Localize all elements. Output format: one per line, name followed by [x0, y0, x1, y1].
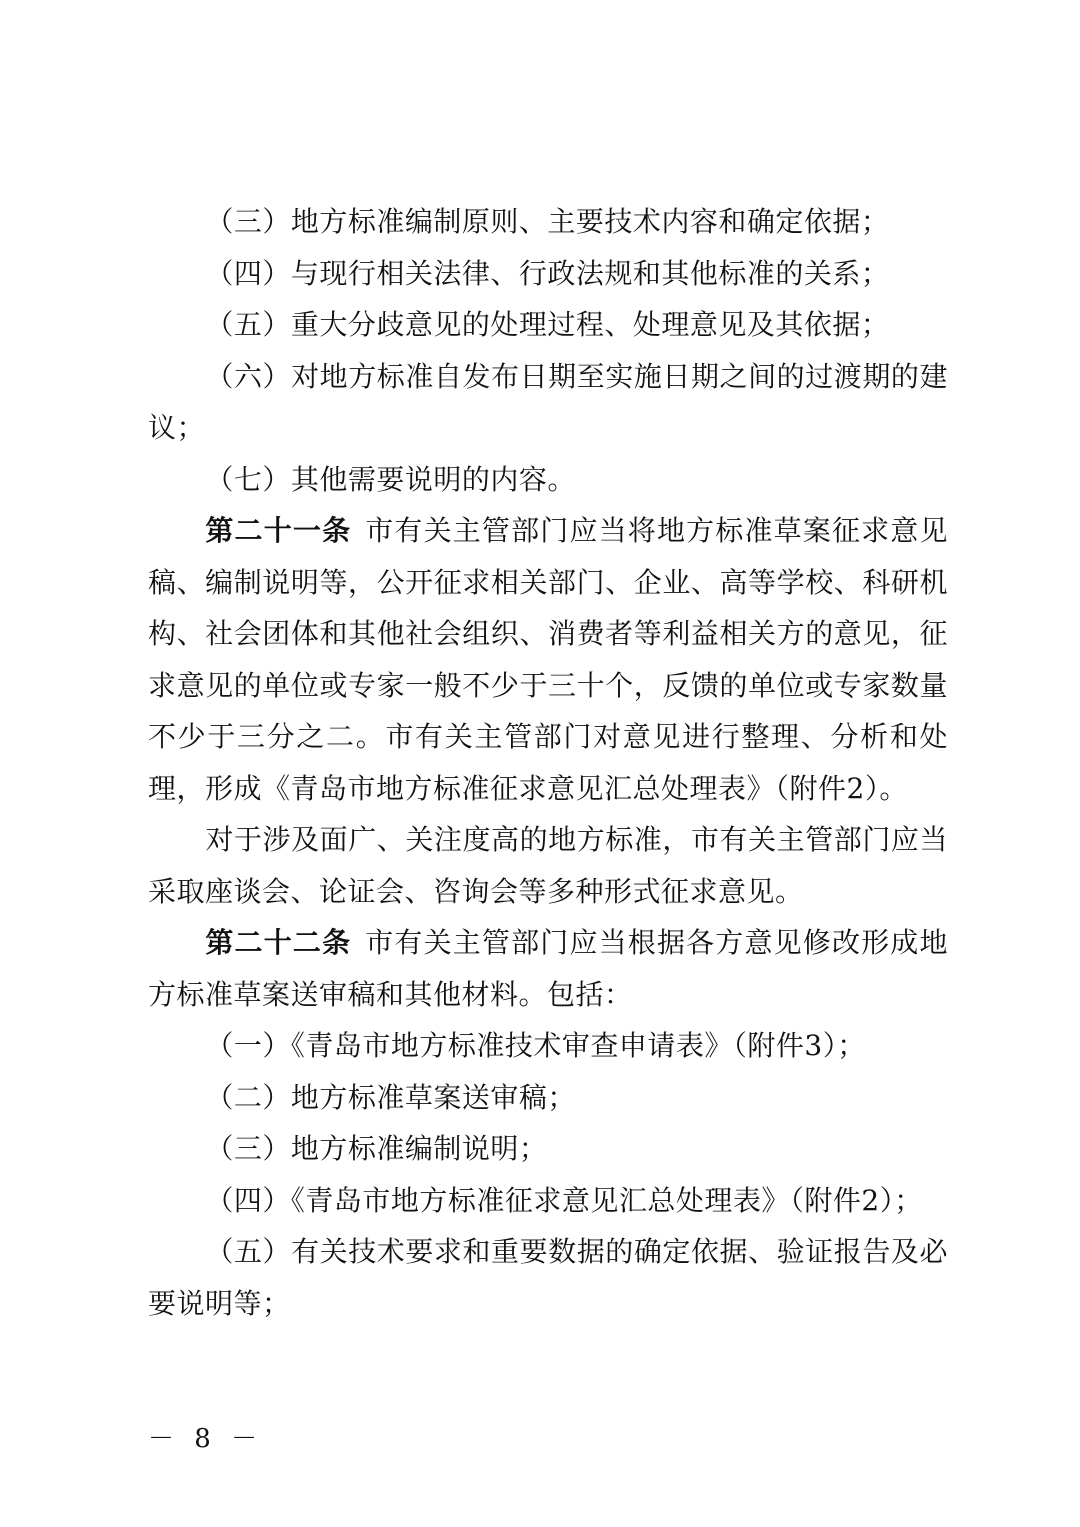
paragraph-text: （七）其他需要说明的内容。 [205, 462, 576, 496]
paragraph-text: （一）《青岛市地方标准技术审查申请表》（附件3）； [205, 1029, 866, 1062]
paragraph-sub-1 [148, 1020, 948, 1072]
article-body: 市有关主管部门应当根据各方意见修改形成地方标准草案送审稿和其他材料。包括： [148, 926, 948, 1011]
paragraph-text: （六）对地方标准自发布日期至实施日期之间的过渡期的建议； [148, 359, 948, 444]
paragraph-sub-3 [148, 1123, 948, 1175]
paragraph-sub-5 [148, 1226, 948, 1329]
paragraph-item-4 [148, 248, 948, 300]
page-number: － 8 － [148, 1424, 264, 1454]
paragraph-sub-4 [148, 1175, 948, 1227]
paragraph-item-3 [148, 196, 948, 248]
paragraph-article-21-note [148, 814, 948, 917]
article-title: 第二十二条 [205, 926, 352, 959]
paragraph-item-7 [148, 454, 948, 506]
article-title: 第二十一条 [205, 514, 352, 547]
paragraph-text: （三）地方标准编制说明； [205, 1132, 548, 1165]
paragraph-text: （二）地方标准草案送审稿； [205, 1080, 576, 1114]
paragraph-text: （五）重大分歧意见的处理过程、处理意见及其依据； [205, 308, 890, 341]
article-body: 市有关主管部门应当将地方标准草案征求意见稿、编制说明等，公开征求相关部门、企业、高等学校、科研机构、社会团体和其他社会组织、消费者等利益相关方的意见，征求意见的单位或专家一般不少于三十个，反馈的单位或专家数量不少于三分之二。市有关主管部门对意见进行整理、分析和处理，形成《青岛市地方标准征求意见汇总处理表》（附件2）。 [148, 514, 948, 805]
paragraph-sub-2 [148, 1072, 948, 1124]
article-22 [148, 917, 948, 1020]
paragraph-text: 对于涉及面广、关注度高的地方标准，市有关主管部门应当采取座谈会、论证会、咨询会等多种形式征求意见。 [148, 823, 948, 908]
body-text [148, 196, 948, 1329]
paragraph-text: （五）有关技术要求和重要数据的确定依据、验证报告及必要说明等； [148, 1235, 948, 1320]
paragraph-text: （四）《青岛市地方标准征求意见汇总处理表》（附件2）； [205, 1183, 923, 1217]
paragraph-item-6 [148, 351, 948, 454]
paragraph-item-5 [148, 299, 948, 351]
article-21 [148, 505, 948, 814]
paragraph-text: （三）地方标准编制原则、主要技术内容和确定依据； [205, 205, 890, 238]
paragraph-text: （四）与现行相关法律、行政法规和其他标准的关系； [205, 256, 890, 290]
